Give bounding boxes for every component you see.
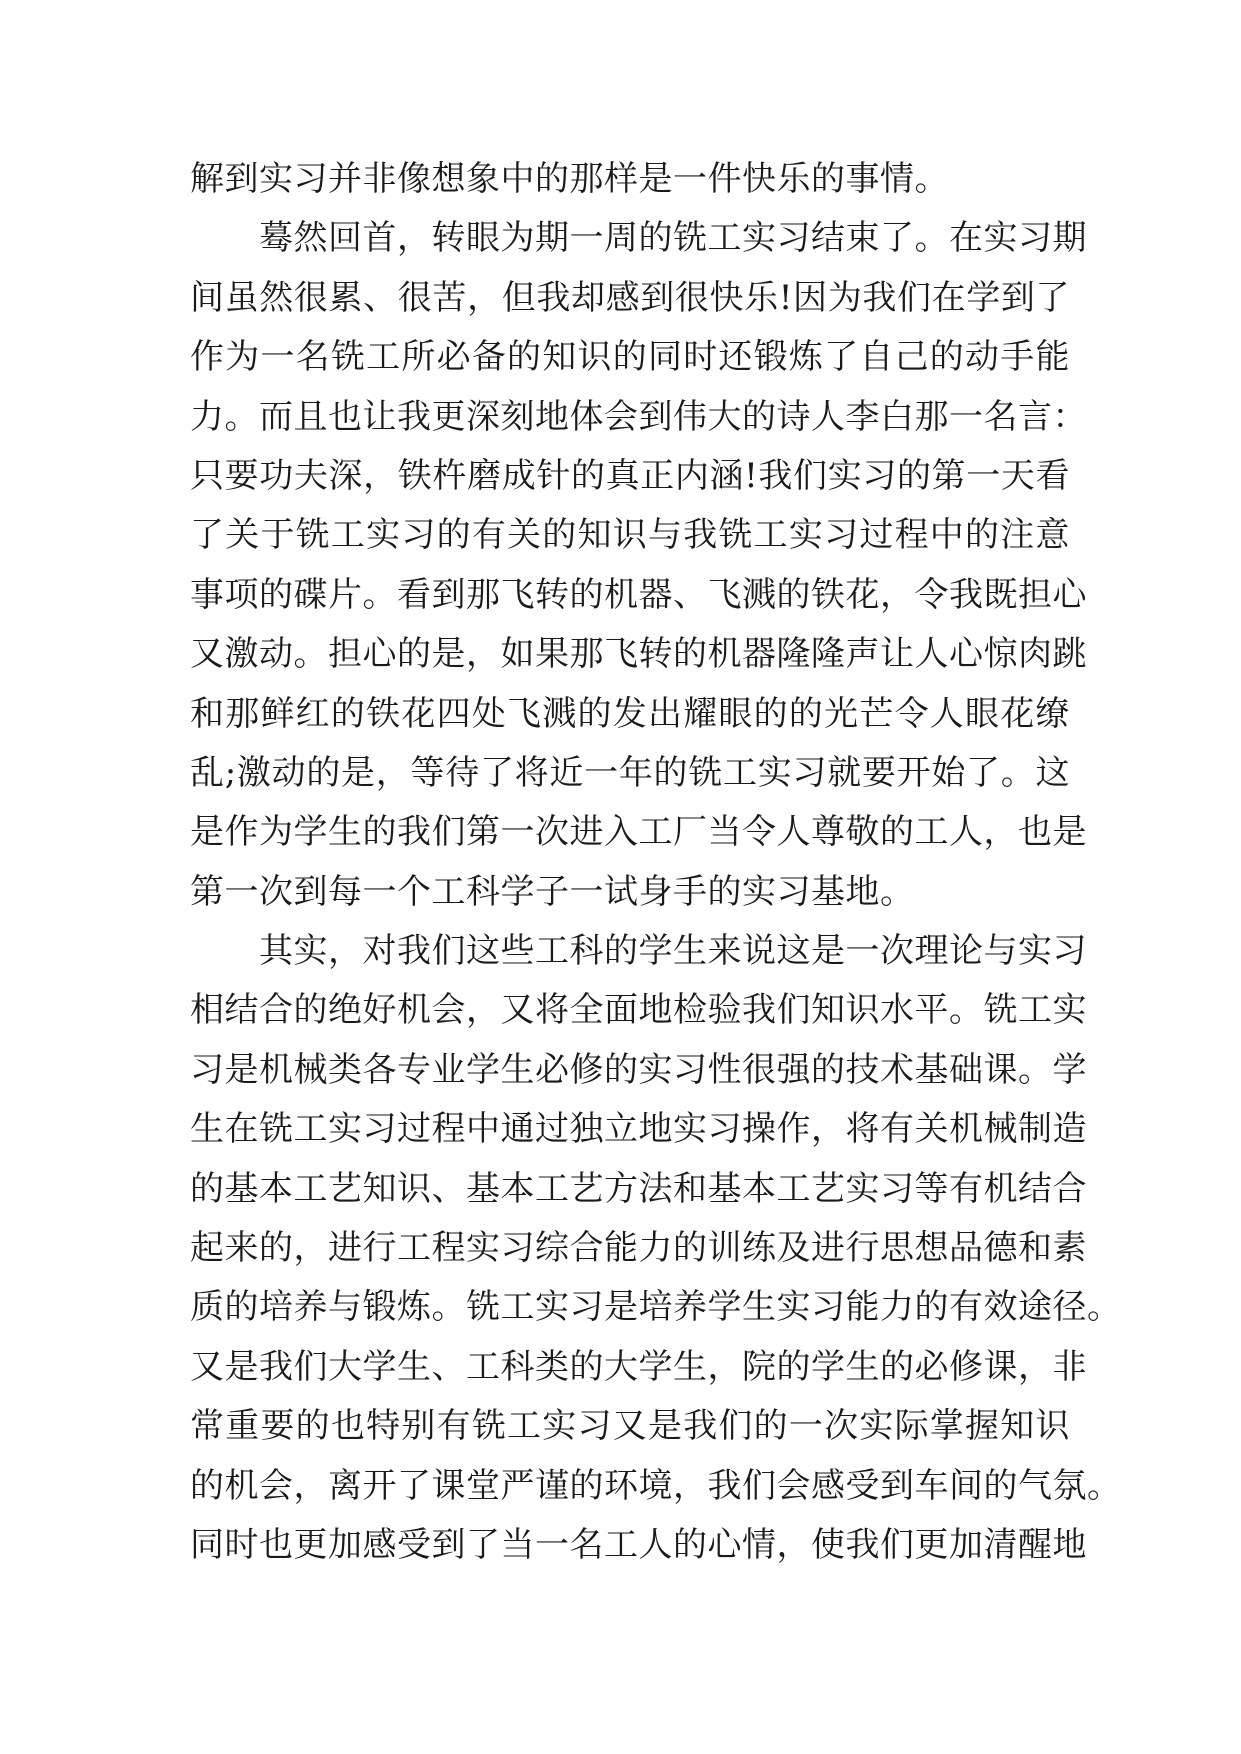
text-line: 蓦然回首，转眼为期一周的铣工实习结束了。在实习期 [190,218,1087,259]
text-line: 的机会，离开了课堂严谨的环境，我们会感受到车间的气氛。 [190,1465,1122,1506]
text-line: 了关于铣工实习的有关的知识与我铣工实习过程中的注意 [190,515,1070,556]
text-line: 同时也更加感受到了当一名工人的心情，使我们更加清醒地 [190,1524,1087,1565]
text-line: 解到实习并非像想象中的那样是一件快乐的事情。 [190,159,949,199]
text-line: 起来的，进行工程实习综合能力的训练及进行思想品德和素 [190,1228,1087,1269]
text-line: 作为一名铣工所必备的知识的同时还锻炼了自己的动手能 [190,337,1070,378]
text-line: 和那鲜红的铁花四处飞溅的发出耀眼的的光芒令人眼花缭 [190,693,1070,734]
text-line: 第一次到每一个工科学子一试身手的实习基地。 [190,871,915,912]
text-line: 质的培养与锻炼。铣工实习是培养学生实习能力的有效途径。 [190,1287,1122,1328]
body-text [190,150,1122,1575]
text-line: 事项的碟片。看到那飞转的机器、飞溅的铁花，令我既担心 [190,574,1087,615]
text-line: 的基本工艺知识、基本工艺方法和基本工艺实习等有机结合 [190,1168,1087,1209]
text-line: 其实，对我们这些工科的学生来说这是一次理论与实习 [190,931,1087,972]
text-line: 是作为学生的我们第一次进入工厂当令人尊敬的工人，也是 [190,812,1087,853]
text-line: 只要功夫深，铁杵磨成针的真正内涵!我们实习的第一天看 [190,455,1070,496]
text-line: 常重要的也特别有铣工实习又是我们的一次实际掌握知识 [190,1406,1070,1447]
text-line: 习是机械类各专业学生必修的实习性很强的技术基础课。学 [190,1049,1087,1090]
text-line: 又激动。担心的是，如果那飞转的机器隆隆声让人心惊肉跳 [190,634,1087,675]
text-line: 相结合的绝好机会，又将全面地检验我们知识水平。铣工实 [190,990,1087,1031]
text-line: 力。而且也让我更深刻地体会到伟大的诗人李白那一名言： [190,396,1087,437]
text-line: 又是我们大学生、工科类的大学生，院的学生的必修课，非 [190,1346,1087,1387]
text-line: 生在铣工实习过程中通过独立地实习操作，将有关机械制造 [190,1109,1087,1150]
text-line: 间虽然很累、很苦，但我却感到很快乐!因为我们在学到了 [190,277,1070,318]
text-line: 乱;激动的是，等待了将近一年的铣工实习就要开始了。这 [190,752,1070,793]
